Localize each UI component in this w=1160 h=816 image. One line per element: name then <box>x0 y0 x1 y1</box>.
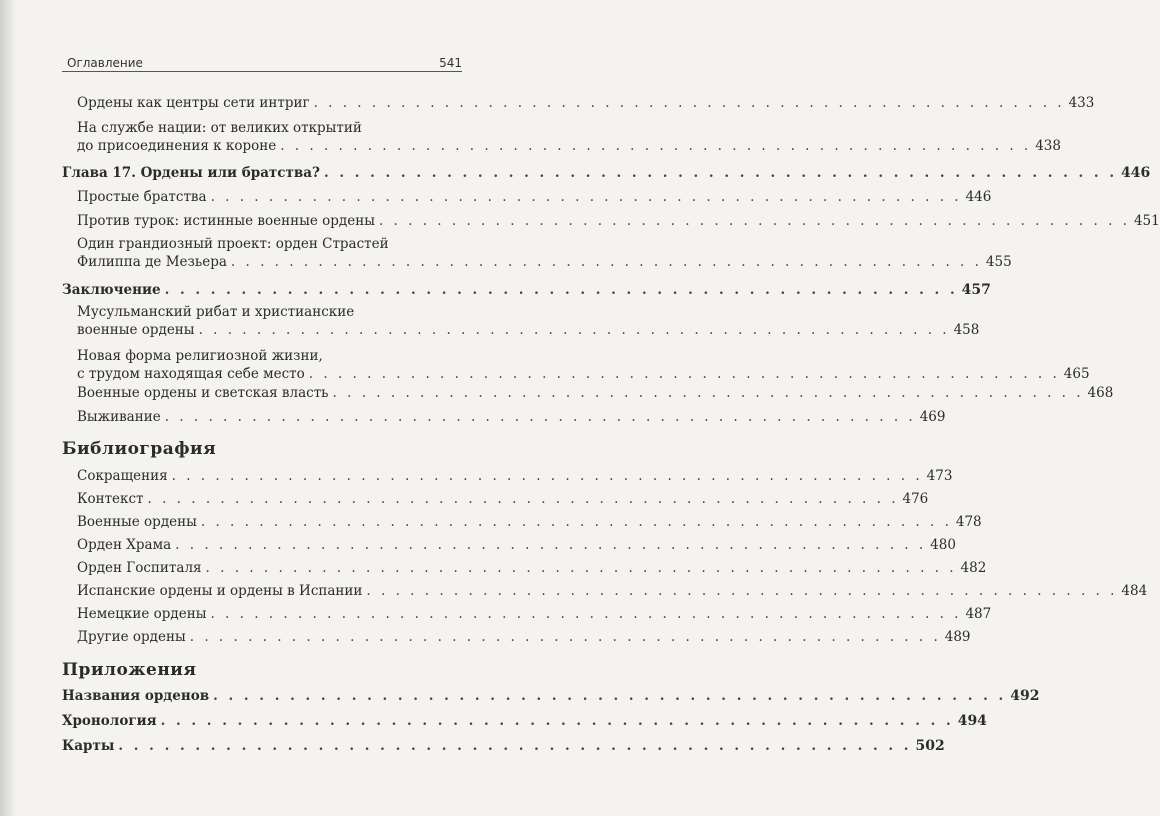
toc-entry-page: 458 <box>953 322 980 338</box>
toc-entry-page: 455 <box>985 254 1012 270</box>
toc-leader: . . . . . . . . . . . . . . . . . . . . . . . . . . . . . . . . . . . . . . . . . . . . . . . . . . . . <box>205 560 957 576</box>
toc-entry-page: 469 <box>919 409 946 425</box>
toc-leader: . . . . . . . . . . . . . . . . . . . . . . . . . . . . . . . . . . . . . . . . . . . . . . . . . . . . <box>230 254 982 270</box>
toc-entry <box>77 560 987 577</box>
toc-entry-title: Другие ордены <box>77 629 186 645</box>
toc-entry-title: Орден Госпиталя <box>77 560 202 576</box>
toc-leader: . . . . . . . . . . . . . . . . . . . . . . . . . . . . . . . . . . . . . . . . . . . . . . . . . . . . <box>160 713 954 729</box>
toc-entry-page: 476 <box>902 491 929 507</box>
toc-entry <box>77 537 956 554</box>
toc-entry-title-line: с трудом находящая себе место <box>77 366 305 382</box>
section-heading-bibliography: Библиография <box>62 439 217 459</box>
toc-leader: . . . . . . . . . . . . . . . . . . . . . . . . . . . . . . . . . . . . . . . . . . . . . . . . . . . . <box>189 629 941 645</box>
toc-entry <box>77 629 971 646</box>
toc-leader: . . . . . . . . . . . . . . . . . . . . . . . . . . . . . . . . . . . . . . . . . . . . . . . . . . . . <box>198 322 950 338</box>
toc-leader: . . . . . . . . . . . . . . . . . . . . . . . . . . . . . . . . . . . . . . . . . . . . . . . . . . . . <box>308 366 1060 382</box>
toc-leader: . . . . . . . . . . . . . . . . . . . . . . . . . . . . . . . . . . . . . . . . . . . . . . . . . . . . <box>366 583 1118 599</box>
running-header-title: Оглавление <box>67 56 143 70</box>
toc-chapter-title: Хронология <box>62 713 157 729</box>
toc-entry <box>77 514 982 531</box>
toc-entry-page: 489 <box>944 629 971 645</box>
toc-leader: . . . . . . . . . . . . . . . . . . . . . . . . . . . . . . . . . . . . . . . . . . . . . . . . . . . . <box>175 537 927 553</box>
toc-chapter <box>62 688 1040 705</box>
toc-entry <box>77 189 992 206</box>
toc-entry-page: 484 <box>1121 583 1148 599</box>
toc-entry <box>77 409 946 426</box>
toc-leader: . . . . . . . . . . . . . . . . . . . . . . . . . . . . . . . . . . . . . . . . . . . . . . . . . . . . <box>118 738 912 754</box>
toc-chapter-page: 492 <box>1010 688 1040 704</box>
toc-entry <box>77 119 1061 155</box>
running-header <box>67 52 462 70</box>
toc-entry <box>77 468 953 485</box>
toc-leader: . . . . . . . . . . . . . . . . . . . . . . . . . . . . . . . . . . . . . . . . . . . . . . . . . . . . <box>280 138 1032 154</box>
page-gutter-shadow <box>0 0 16 816</box>
toc-entry-title: Против турок: истинные военные ордены <box>77 213 375 229</box>
toc-entry-page: 465 <box>1063 366 1090 382</box>
toc-entry-title: Простые братства <box>77 189 207 205</box>
toc-leader: . . . . . . . . . . . . . . . . . . . . . . . . . . . . . . . . . . . . . . . . . . . . . . . . . . . . <box>164 282 958 298</box>
toc-entry <box>77 347 1090 383</box>
toc-chapter <box>62 738 945 755</box>
toc-chapter-title: Заключение <box>62 282 161 298</box>
toc-chapter <box>62 165 1151 182</box>
toc-entry-title: Выживание <box>77 409 161 425</box>
toc-leader: . . . . . . . . . . . . . . . . . . . . . . . . . . . . . . . . . . . . . . . . . . . . . . . . . . . . <box>147 491 899 507</box>
toc-chapter-page: 494 <box>957 713 987 729</box>
toc-chapter-title: Карты <box>62 738 115 754</box>
toc-chapter-page: 457 <box>961 282 991 298</box>
toc-entry <box>77 213 1160 230</box>
toc-entry-page: 433 <box>1068 95 1095 111</box>
toc-entry <box>77 385 1114 402</box>
header-rule <box>62 71 462 72</box>
toc-entry <box>77 95 1095 112</box>
toc-leader: . . . . . . . . . . . . . . . . . . . . . . . . . . . . . . . . . . . . . . . . . . . . . . . . . . . . <box>313 95 1065 111</box>
toc-chapter-title: Глава 17. Ордены или братства? <box>62 165 320 181</box>
toc-entry-title-line: до присоединения к короне <box>77 138 277 154</box>
toc-entry-title-line: военные ордены <box>77 322 195 338</box>
toc-chapter <box>62 282 991 299</box>
toc-entry-page: 446 <box>965 189 992 205</box>
toc-leader: . . . . . . . . . . . . . . . . . . . . . . . . . . . . . . . . . . . . . . . . . . . . . . . . . . . . <box>164 409 916 425</box>
toc-chapter-page: 502 <box>915 738 945 754</box>
toc-entry-title: Орден Храма <box>77 537 172 553</box>
toc-entry-title: Контекст <box>77 491 144 507</box>
toc-chapter-title: Названия орденов <box>62 688 210 704</box>
toc-entry-title-line: Один грандиозный проект: орден Страстей <box>77 236 389 252</box>
toc-entry-title-line: Филиппа де Мезьера <box>77 254 227 270</box>
toc-entry <box>77 303 980 339</box>
toc-entry-title-line: На службе нации: от великих открытий <box>77 120 362 136</box>
toc-chapter <box>62 713 987 730</box>
toc-entry-title: Военные ордены и светская власть <box>77 385 329 401</box>
toc-entry-title: Военные ордены <box>77 514 197 530</box>
toc-entry-title: Сокращения <box>77 468 168 484</box>
toc-entry-title: Ордены как центры сети интриг <box>77 95 310 111</box>
toc-leader: . . . . . . . . . . . . . . . . . . . . . . . . . . . . . . . . . . . . . . . . . . . . . . . . . . . . <box>200 514 952 530</box>
toc-entry-page: 487 <box>965 606 992 622</box>
toc-entry-page: 480 <box>930 537 956 553</box>
toc-leader: . . . . . . . . . . . . . . . . . . . . . . . . . . . . . . . . . . . . . . . . . . . . . . . . . . . . <box>213 688 1007 704</box>
toc-entry-page: 478 <box>955 514 982 530</box>
toc-entry-page: 473 <box>926 468 953 484</box>
toc-entry-title: Немецкие ордены <box>77 606 207 622</box>
toc-entry <box>77 235 1012 271</box>
toc-leader: . . . . . . . . . . . . . . . . . . . . . . . . . . . . . . . . . . . . . . . . . . . . . . . . . . . . <box>378 213 1130 229</box>
toc-entry <box>77 606 992 623</box>
toc-leader: . . . . . . . . . . . . . . . . . . . . . . . . . . . . . . . . . . . . . . . . . . . . . . . . . . . . <box>210 189 962 205</box>
toc-leader: . . . . . . . . . . . . . . . . . . . . . . . . . . . . . . . . . . . . . . . . . . . . . . . . . . . . <box>171 468 923 484</box>
running-header-page-number: 541 <box>439 56 462 70</box>
toc-entry-title: Испанские ордены и ордены в Испании <box>77 583 363 599</box>
toc-entry-title-line: Мусульманский рибат и христианские <box>77 304 355 320</box>
section-heading-appendices: Приложения <box>62 660 197 680</box>
toc-entry-page: 451 <box>1133 213 1160 229</box>
toc-entry-title-line: Новая форма религиозной жизни, <box>77 348 323 364</box>
toc-entry <box>77 491 929 508</box>
toc-chapter-page: 446 <box>1121 165 1151 181</box>
toc-leader: . . . . . . . . . . . . . . . . . . . . . . . . . . . . . . . . . . . . . . . . . . . . . . . . . . . . <box>210 606 962 622</box>
toc-leader: . . . . . . . . . . . . . . . . . . . . . . . . . . . . . . . . . . . . . . . . . . . . . . . . . . . . <box>332 385 1084 401</box>
toc-leader: . . . . . . . . . . . . . . . . . . . . . . . . . . . . . . . . . . . . . . . . . . . . . . . . . . . . <box>323 165 1118 181</box>
toc-entry-page: 482 <box>960 560 987 576</box>
toc-entry-page: 468 <box>1087 385 1114 401</box>
toc-entry <box>77 583 1148 600</box>
toc-entry-page: 438 <box>1035 138 1061 154</box>
